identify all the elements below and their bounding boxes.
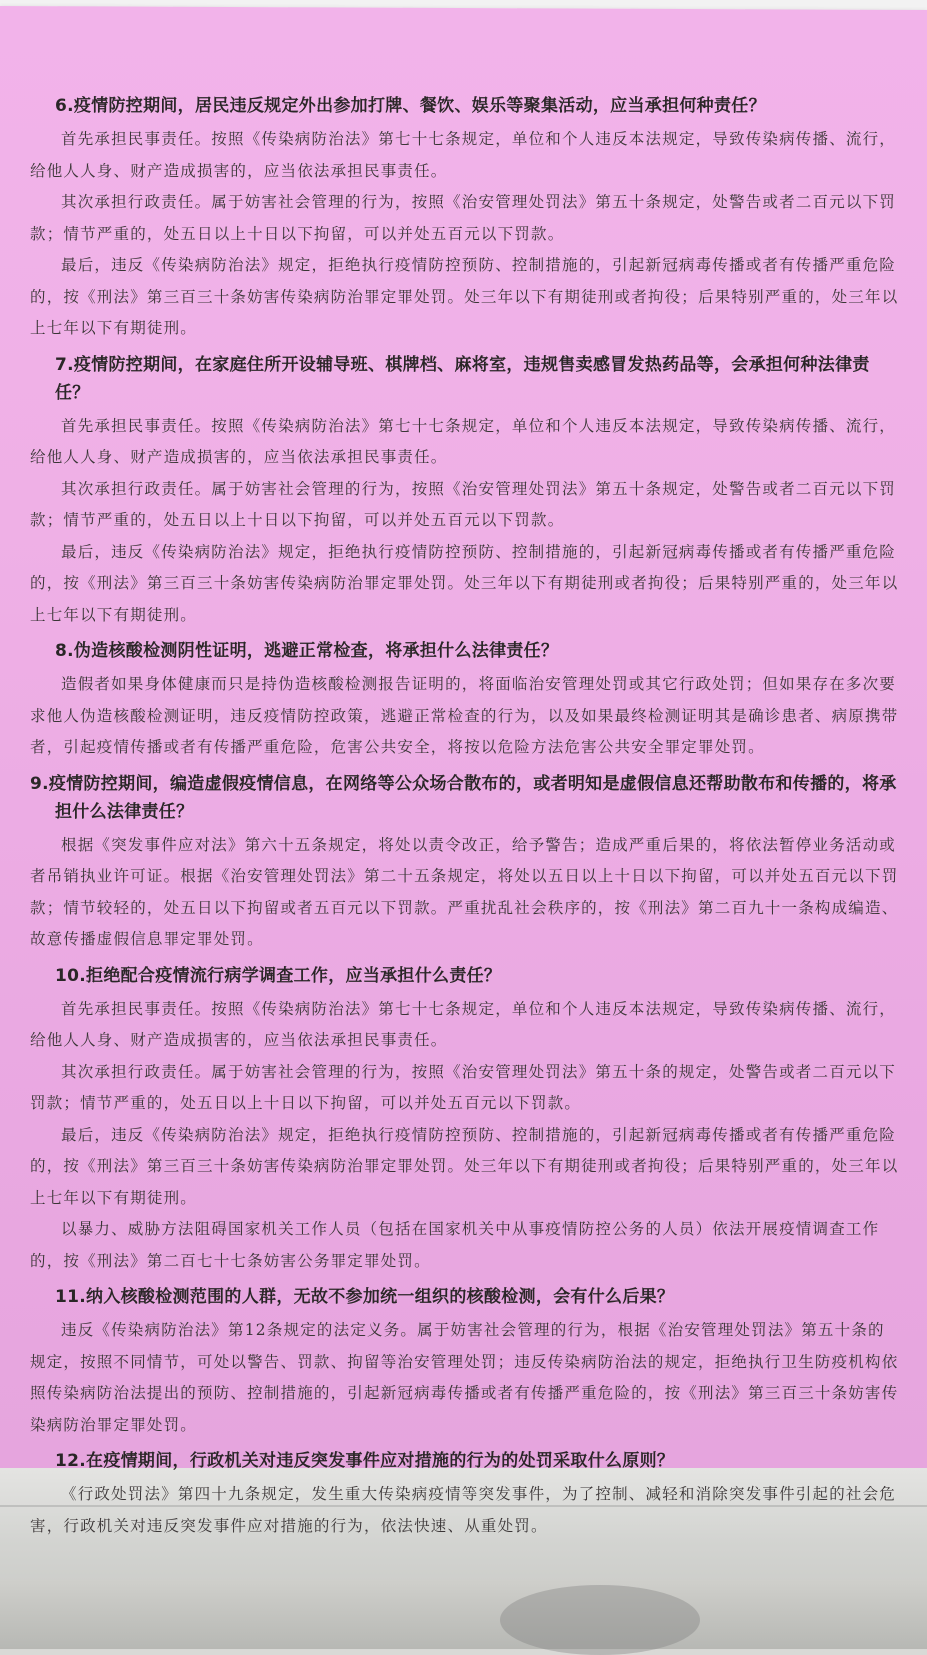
paragraph: 其次承担行政责任。属于妨害社会管理的行为，按照《治安管理处罚法》第五十条规定，处警告或者二百元以下罚款；情节严重的，处五日以上十日以下拘留，可以并处五百元以下罚款。: [30, 479, 897, 529]
document-body: [30, 86, 900, 1542]
paragraph: 其次承担行政责任。属于妨害社会管理的行为，按照《治安管理处罚法》第五十条的规定，处警告或者二百元以下罚款；情节严重的，处五日以上十日以下拘留，可以并处五百元以下罚款。: [30, 1062, 897, 1112]
paragraph: 首先承担民事责任。按照《传染病防治法》第七十七条规定，单位和个人违反本法规定，导致传染病传播、流行，给他人人身、财产造成损害的，应当依法承担民事责任。: [30, 999, 897, 1049]
paragraph: 最后，违反《传染病防治法》规定，拒绝执行疫情防控预防、控制措施的，引起新冠病毒传播或者有传播严重危险的，按《刑法》第三百三十条妨害传染病防治罪定罪处罚。处三年以下有期徒刑或者拘役；后果特别严重的，处三年以上七年以下有期徒刑。: [30, 542, 899, 624]
section-7: [30, 351, 900, 632]
section-12: [30, 1447, 900, 1542]
paragraph: 以暴力、威胁方法阻碍国家机关工作人员（包括在国家机关中从事疫情防控公务的人员）依法开展疫情调查工作的，按《刑法》第二百七十七条妨害公务罪定罪处罚。: [30, 1220, 880, 1270]
paragraph: 首先承担民事责任。按照《传染病防治法》第七十七条规定，单位和个人违反本法规定，导致传染病传播、流行，给他人人身、财产造成损害的，应当依法承担民事责任。: [30, 416, 897, 466]
paragraph: 其次承担行政责任。属于妨害社会管理的行为，按照《治安管理处罚法》第五十条规定，处警告或者二百元以下罚款；情节严重的，处五日以上十日以下拘留，可以并处五百元以下罚款。: [30, 193, 897, 243]
question-6: 6.疫情防控期间，居民违反规定外出参加打牌、餐饮、娱乐等聚集活动，应当承担何种责任？: [55, 96, 766, 116]
question-9-text: 9.疫情防控期间，编造虚假疫情信息，在网络等公众场合散布的，或者明知是虚假信息还帮助散布和传播的，将承担什么法律责任？: [30, 773, 897, 822]
section-8: [30, 637, 900, 764]
question-8: 8.伪造核酸检测阴性证明，逃避正常检查，将承担什么法律责任？: [55, 641, 559, 661]
paragraph: 最后，违反《传染病防治法》规定，拒绝执行疫情防控预防、控制措施的，引起新冠病毒传播或者有传播严重危险的，按《刑法》第三百三十条妨害传染病防治罪定罪处罚。处三年以下有期徒刑或者拘役；后果特别严重的，处三年以上七年以下有期徒刑。: [30, 256, 899, 337]
section-10: [30, 962, 900, 1278]
section-6: [30, 92, 900, 345]
paragraph: 违反《传染病防治法》第12条规定的法定义务。属于妨害社会管理的行为，根据《治安管理处罚法》第五十条的规定，按照不同情节，可处以警告、罚款、拘留等治安管理处罚；违反传染病防治法的规定，拒绝执行卫生防疫机构依照传染病防治法提出的预防、控制措施的，引起新冠病毒传播或者有传播严重危险的，按《刑法》第三百三十条妨害传染病防治罪定罪处罚。: [30, 1321, 899, 1434]
paragraph: 首先承担民事责任。按照《传染病防治法》第七十七条规定，单位和个人违反本法规定，导致传染病传播、流行，给他人人身、财产造成损害的，应当依法承担民事责任。: [30, 130, 897, 180]
question-12: 12.在疫情期间，行政机关对违反突发事件应对措施的行为的处罚采取什么原则？: [55, 1451, 675, 1471]
paragraph: 《行政处罚法》第四十九条规定，发生重大传染病疫情等突发事件，为了控制、减轻和消除突发事件引起的社会危害，行政机关对违反突发事件应对措施的行为，依法快速、从重处罚。: [30, 1485, 897, 1535]
question-9: [30, 770, 900, 826]
paragraph: 根据《突发事件应对法》第六十五条规定，将处以责令改正，给予警告；造成严重后果的，将依法暂停业务活动或者吊销执业许可证。根据《治安管理处罚法》第二十五条规定，将处以五日以上十日以下拘留，可以并处五百元以下罚款；情节较轻的，处五日以下拘留或者五百元以下罚款。严重扰乱社会秩序的，按《刑法》第二百九十一条构成编造、故意传播虚假信息罪定罪处罚。: [30, 835, 899, 948]
question-11: 11.纳入核酸检测范围的人群，无故不参加统一组织的核酸检测，会有什么后果？: [55, 1287, 675, 1307]
section-9: [30, 770, 900, 956]
section-11: [30, 1283, 900, 1441]
paragraph: 最后，违反《传染病防治法》规定，拒绝执行疫情防控预防、控制措施的，引起新冠病毒传播或者有传播严重危险的，按《刑法》第三百三十条妨害传染病防治罪定罪处罚。处三年以下有期徒刑或者拘役；后果特别严重的，处三年以上七年以下有期徒刑。: [30, 1125, 899, 1207]
desk-edge: [0, 1580, 927, 1649]
question-10: 10.拒绝配合疫情流行病学调查工作，应当承担什么责任？: [55, 965, 502, 986]
shadow: [500, 1585, 700, 1655]
paragraph: 造假者如果身体健康而只是持伪造核酸检测报告证明的，将面临治安管理处罚或其它行政处罚；但如果存在多次要求他人伪造核酸检测证明，违反疫情防控政策，逃避正常检查的行为，以及如果最终检测证明其是确诊患者、病原携带者，引起疫情传播或者有传播严重危险，危害公共安全，将按以危险方法危害公共安全罪定罪处罚。: [30, 675, 899, 756]
question-7: 7.疫情防控期间，在家庭住所开设辅导班、棋牌档、麻将室，违规售卖感冒发热药品等，会承担何种法律责任？: [55, 354, 870, 403]
